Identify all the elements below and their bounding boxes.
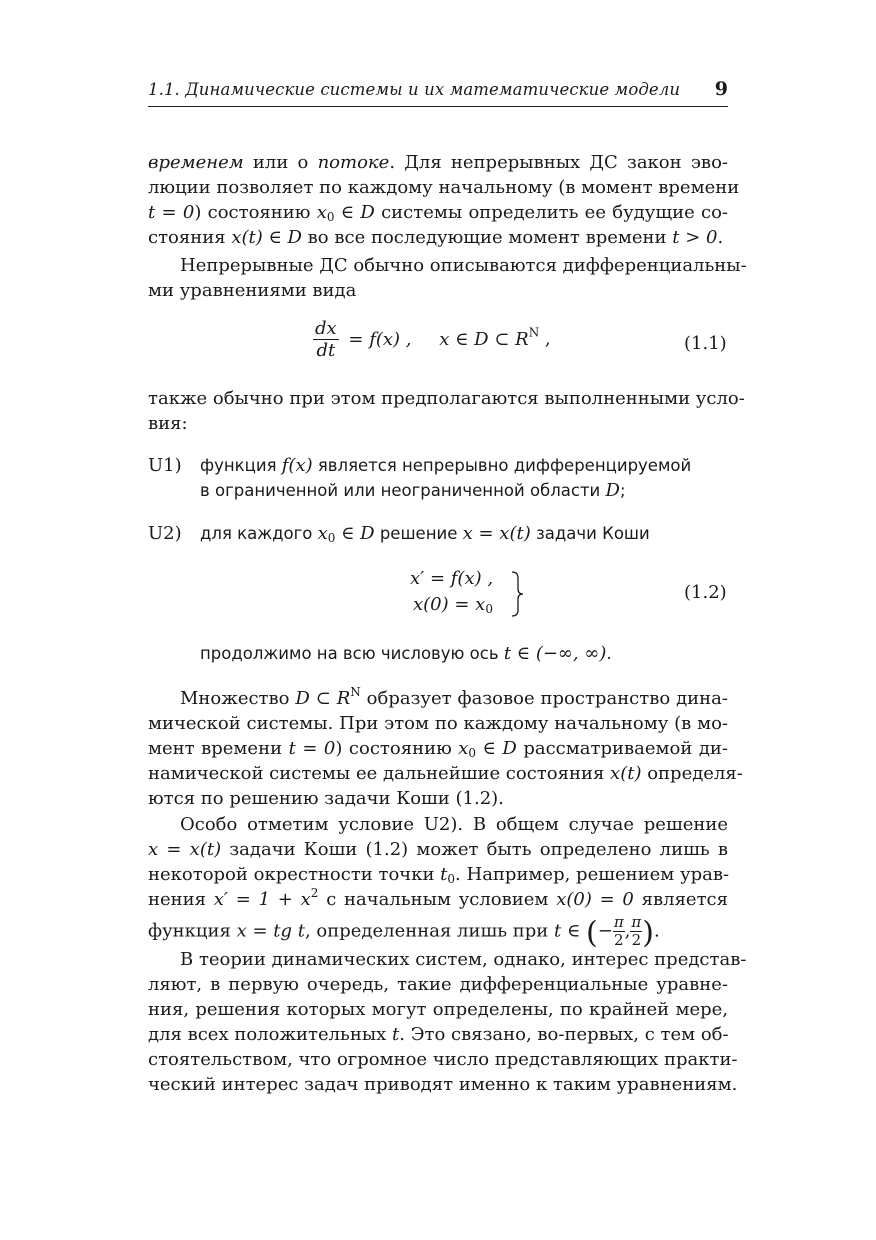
fraction-dx-dt: $\frac{dx}{dt}$ [315, 318, 337, 361]
u1-label: U1) [148, 455, 182, 476]
para5-line5: функция x = tg t, определенная лишь при t ∈ (− $\frac{\pi}{2}$ , $\frac{\pi}{2}$ ). [148, 913, 660, 951]
para1-line3: t = 0) состоянию $x_0$ ∈ D системы определить ее будущие со- [148, 202, 729, 224]
para6-line2: ляют, в первую очередь, такие дифференциальные уравне- [148, 974, 728, 995]
para5-line2: x = x(t) задачи Коши (1.2) может быть определено лишь в [148, 839, 728, 860]
equation-label-1-1: (1.1) [684, 333, 727, 354]
para6-line3: ния, решения которых могут определены, по крайней мере, [148, 999, 728, 1020]
para3-line1: также обычно при этом предполагаются выполненными усло- [148, 388, 745, 409]
para4-line1: Множество D ⊂ $R^N$ образует фазовое пространство дина- [180, 685, 728, 709]
right-brace-icon [510, 570, 524, 618]
para1-line1: временем или о потоке. Для непрерывных ДС закон эво- [148, 152, 728, 173]
para5-line1: Особо отметим условие U2). В общем случае решение [180, 814, 728, 835]
u1-line2: в ограниченной или неограниченной области D; [200, 480, 626, 501]
para4-line3: мент времени t = 0) состоянию $x_0$ ∈ D рассматриваемой ди- [148, 738, 728, 760]
para4-line2: мической системы. При этом по каждому начальному (в мо- [148, 713, 728, 734]
page-number: 9 [714, 78, 728, 100]
u2-label: U2) [148, 523, 182, 544]
para6-line6: ческий интерес задач приводят именно к таким уравнениям. [148, 1074, 738, 1095]
para2-line1: Непрерывные ДС обычно описываются дифференциальны- [180, 255, 747, 276]
para3-line2: вия: [148, 413, 188, 434]
equation-label-1-2: (1.2) [684, 582, 727, 603]
para6-line4: для всех положительных t. Это связано, во-первых, с тем об- [148, 1024, 729, 1045]
para6-line5: стоятельством, что огромное число представляющих практи- [148, 1049, 738, 1070]
term-vremenem: временем [148, 152, 244, 173]
fraction-pi-over-2: $\frac{\pi}{2}$ [613, 913, 624, 949]
equation-1-2-row1: x′ = f(x) , [410, 568, 494, 589]
para1-line4: стояния x(t) ∈ D во все последующие момент времени t > 0. [148, 227, 724, 248]
u1-line1: функция f(x) является непрерывно дифференцируемой [200, 455, 692, 476]
equation-1-2-row2: $x(0) = x_0$ [413, 594, 493, 616]
running-header [148, 78, 728, 107]
para5-line4: нения $x' = 1 + x^2$ с начальным условием x(0) = 0 является [148, 886, 728, 910]
para6-line1: В теории динамических систем, однако, интерес представ- [180, 949, 747, 970]
para4-line4: намической системы ее дальнейшие состояния x(t) определя- [148, 763, 743, 784]
fraction-pi-over-2: $\frac{\pi}{2}$ [631, 913, 642, 949]
u2-line1: для каждого $x_0$ ∈ D решение x = x(t) задачи Коши [200, 523, 650, 545]
term-potoke: потоке [317, 152, 390, 173]
para4-line5: ются по решению задачи Коши (1.2). [148, 788, 504, 809]
equation-1-1: $\frac{dx}{dt}$ = f(x) , x ∈ D ⊂ $R^N$ , [315, 318, 551, 361]
para5-line3: некоторой окрестности точки $t_0$. Например, решением урав- [148, 864, 730, 886]
running-title: 1.1. Динамические системы и их математические модели [148, 80, 681, 99]
para1-line2: люции позволяет по каждому начальному (в момент времени [148, 177, 740, 198]
u2-after-line: продолжимо на всю числовую ось t ∈ (−∞, ∞). [200, 643, 612, 664]
para2-line2: ми уравнениями вида [148, 280, 357, 301]
